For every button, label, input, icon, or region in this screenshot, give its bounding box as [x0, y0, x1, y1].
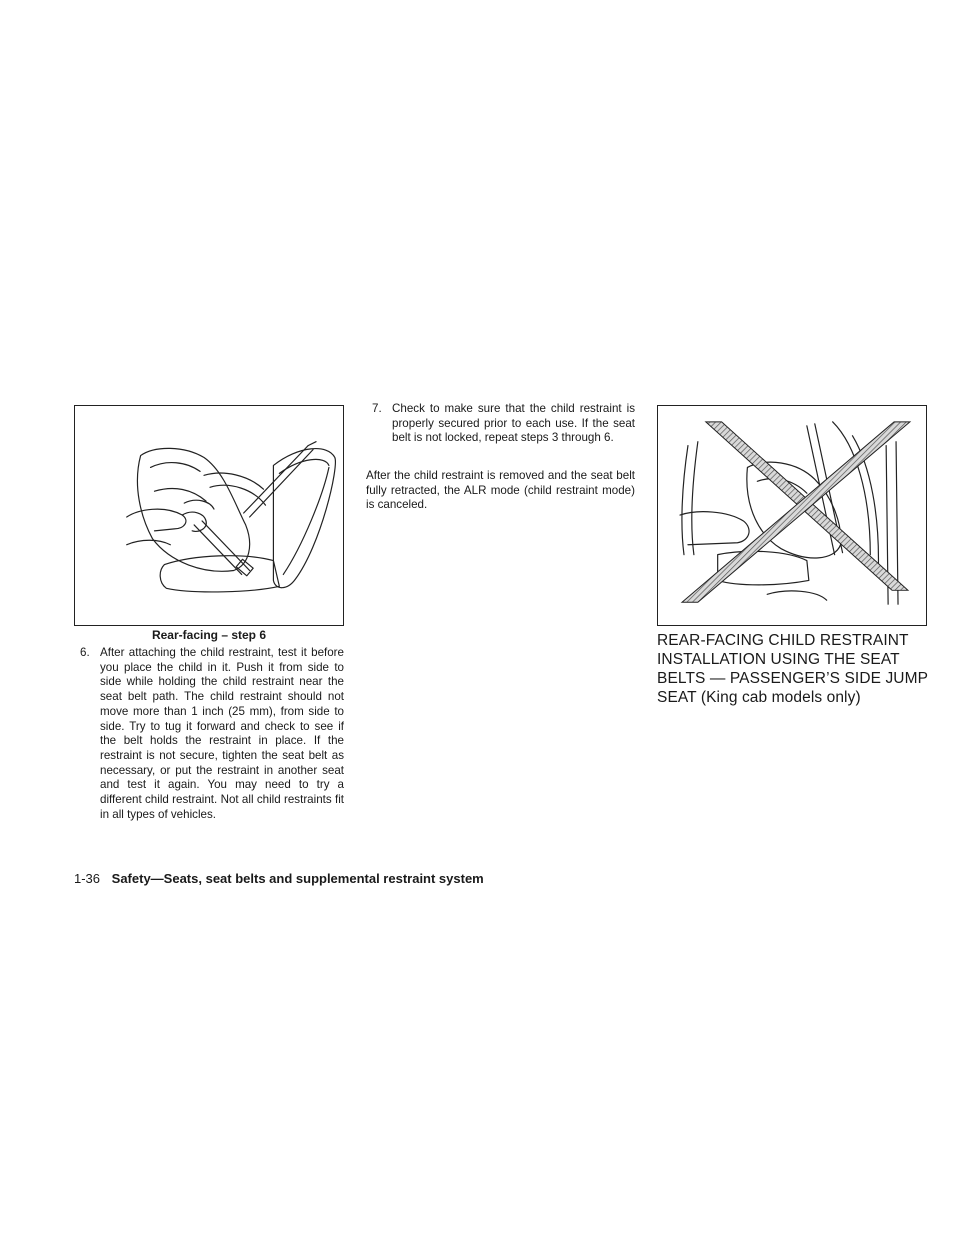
section-heading: REAR-FACING CHILD RESTRAINT INSTALLATION USING THE SEAT BELTS — PASSENGER’S SIDE JUMP SEAT (King cab models only) [657, 632, 928, 706]
figure-incorrect-installation [657, 405, 927, 626]
page-number: 1-36 [74, 871, 101, 886]
child-restraint-illustration [75, 406, 343, 625]
prohibited-installation-illustration [658, 406, 926, 625]
step-text: Check to make sure that the child restraint is properly secured prior to each use. If the seat belt is not locked, repeat steps 3 through 6. [392, 402, 635, 445]
step-6 [80, 646, 344, 822]
page-footer [74, 871, 484, 886]
step-number: 6. [80, 646, 90, 659]
alr-canceled-paragraph: After the child restraint is removed and the seat belt fully retracted, the ALR mode (child restraint mode) is canceled. [366, 469, 635, 512]
step-number: 7. [372, 402, 382, 415]
section-title: Safety—Seats, seat belts and supplemental restraint system [111, 871, 484, 886]
step-text: After attaching the child restraint, test it before you place the child in it. Push it from side to side while holding the child restraint near the seat belt path. The child restraint should not move more than 1 inch (25 mm), from side to side. Try to tug it forward and check to see if the belt holds the restraint in place. If the restraint is not secure, tighten the seat belt as necessary, or put the restraint in another seat and test it again. You may need to try a different child restraint. Not all child restraints fit in all types of vehicles. [100, 646, 344, 821]
step-7 [372, 402, 635, 446]
figure-rear-facing-step6 [74, 405, 344, 626]
figure-caption: Rear-facing – step 6 [151, 628, 267, 642]
